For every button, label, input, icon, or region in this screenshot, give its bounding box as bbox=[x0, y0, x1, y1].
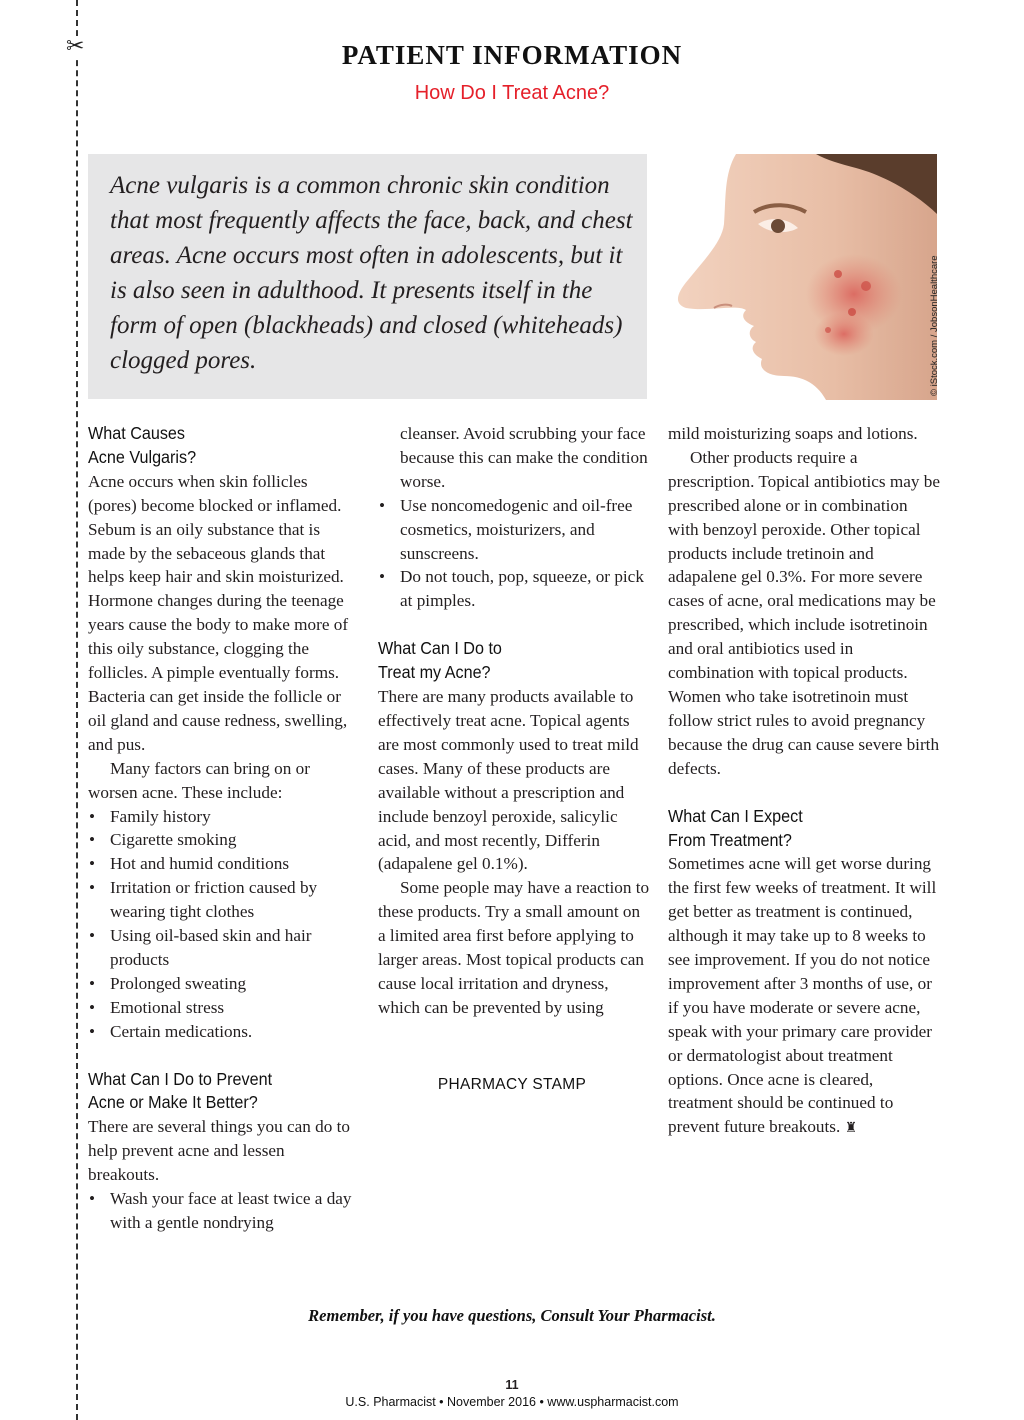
paragraph: Acne occurs when skin follicles (pores) become blocked or inflamed. Sebum is an oily substance that is made by the sebaceous glands that helps keep hair and skin moisturized. Hormone changes during the teenage years cause the body to make more of this oily substance, clogging the follicles. A pimple eventually forms. Bacteria can get inside the follicle or oil gland and cause redness, swelling, and pus. bbox=[88, 471, 349, 754]
column-1 bbox=[88, 422, 360, 1235]
list-item: • Irritation or friction caused by wearing tight clothes bbox=[88, 876, 360, 924]
end-mark-icon: ♜ bbox=[844, 1120, 858, 1137]
paragraph: Sometimes acne will get worse during the first few weeks of treatment. It will get better as treatment is continued, although it may take up to 8 weeks to see improvement. If you do not notice improvement after 3 months of use, or if you have moderate or severe acne, speak with your primary care provider or dermatologist about treatment options. Once acne is cleared, treatment should be continued to prevent future breakouts. ♜ bbox=[668, 854, 937, 1137]
list-item: • Family history bbox=[88, 805, 360, 829]
page-number: 11 bbox=[505, 1378, 519, 1392]
paragraph: Other products require a prescription. Topical antibiotics may be prescribed alone or in combination with benzoyl peroxide. Other topical products include tretinoin and adapalene gel 0.3%. For more severe cases of acne, oral medications may be prescribed, which include isotretinoin and oral antibiotics used in combination with topical products. Women who take isotretinoin must follow strict rules to avoid pregnancy because the drug can cause severe birth defects. bbox=[668, 447, 940, 778]
heading-treat-2: Treat my Acne? bbox=[378, 662, 491, 683]
reminder-text: Remember, if you have questions, Consult Your Pharmacist. bbox=[308, 1306, 716, 1325]
heading-expect-2: From Treatment? bbox=[668, 829, 792, 850]
list-item: • Use noncomedogenic and oil-free cosmetics, moisturizers, and sunscreens. bbox=[378, 494, 650, 566]
tips-list bbox=[88, 1187, 360, 1235]
pharmacy-stamp-label: PHARMACY STAMP bbox=[437, 1076, 587, 1093]
page-subtitle: How Do I Treat Acne? bbox=[414, 82, 610, 104]
heading-what-causes-2: Acne Vulgaris? bbox=[88, 446, 197, 467]
paragraph: There are several things you can do to help prevent acne and lessen breakouts. bbox=[88, 1117, 351, 1185]
intro-text: Acne vulgaris is a common chronic skin condition that most frequently affects the face, back, and chest areas. Acne occurs most often in adolescents, but it is also seen in adulthood. It presents itself in the form of open (blackheads) and closed (whiteheads) clogged pores. bbox=[110, 172, 633, 374]
page-title: PATIENT INFORMATION bbox=[341, 40, 683, 70]
heading-what-causes: What Causes bbox=[88, 423, 185, 443]
heading-treat: What Can I Do to bbox=[378, 638, 502, 659]
profile-photo bbox=[666, 154, 937, 400]
tips-list bbox=[378, 494, 650, 614]
list-item: • Cigarette smoking bbox=[88, 828, 360, 852]
heading-prevent-2: Acne or Make It Better? bbox=[88, 1092, 258, 1113]
scissors-icon: ✂ bbox=[66, 34, 85, 59]
publication-footer: U.S. Pharmacist • November 2016 • www.uspharmacist.com bbox=[345, 1395, 679, 1409]
paragraph: Some people may have a reaction to these products. Try a small amount on a limited area first before applying to larger areas. Most topical products can cause local irritation and dryness, which can be prevented by using bbox=[378, 878, 650, 1017]
factors-list bbox=[88, 805, 360, 1044]
paragraph: Many factors can bring on or worsen acne. These include: bbox=[88, 758, 310, 802]
list-item: • Wash your face at least twice a day with a gentle nondrying bbox=[88, 1187, 360, 1235]
paragraph: mild moisturizing soaps and lotions. bbox=[668, 424, 918, 443]
column-2 bbox=[378, 422, 650, 1020]
heading-expect: What Can I Expect bbox=[668, 805, 803, 826]
list-item: • Certain medications. bbox=[88, 1020, 360, 1044]
list-item: • Prolonged sweating bbox=[88, 972, 360, 996]
list-item: • Hot and humid conditions bbox=[88, 852, 360, 876]
list-item: • Using oil-based skin and hair products bbox=[88, 924, 360, 972]
list-item: • Do not touch, pop, squeeze, or pick at pimples. bbox=[378, 565, 650, 613]
heading-prevent: What Can I Do to Prevent bbox=[88, 1068, 273, 1089]
paragraph: cleanser. Avoid scrubbing your face because this can make the condition worse. bbox=[400, 424, 648, 491]
list-item: • Emotional stress bbox=[88, 996, 360, 1020]
column-3 bbox=[668, 422, 940, 1141]
paragraph: There are many products available to effectively treat acne. Topical agents are most commonly used to treat mild cases. Many of these products are available without a prescription and include benzoyl peroxide, salicylic acid, and most recently, Differin (adapalene gel 0.1%). bbox=[378, 687, 639, 874]
cut-line bbox=[76, 0, 78, 1420]
